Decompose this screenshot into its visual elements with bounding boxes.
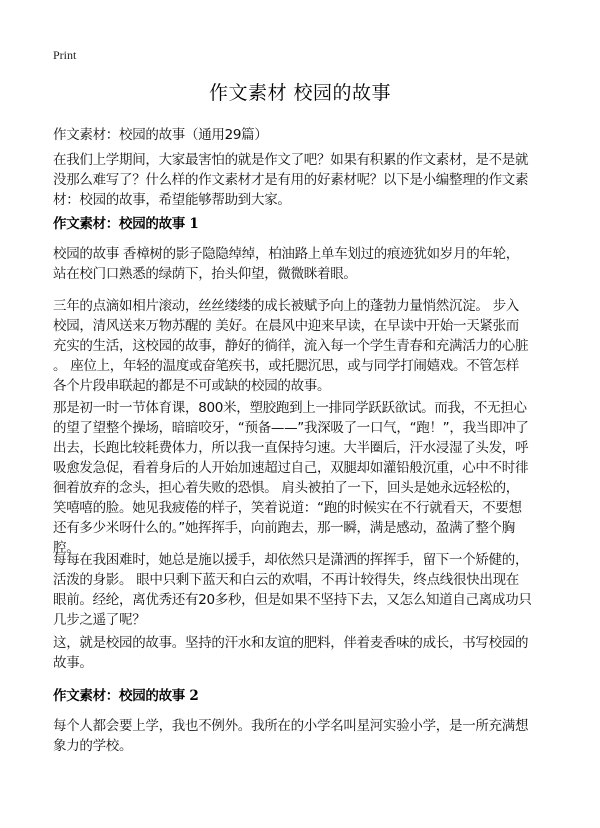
document-subtitle: 作文素材：校园的故事（通用29篇）	[53, 127, 268, 143]
text-line: 眼前。经纶，离优秀还有20多秒，但是如果不坚持下去，又怎么知道自己离成功只	[53, 592, 532, 608]
page-title: 作文素材 校园的故事	[208, 82, 392, 104]
print-link[interactable]: Print	[53, 48, 77, 62]
text-line: 没那么难写了？什么样的作文素材才是有用的好素材呢？以下是小编整理的作文素	[53, 172, 529, 188]
text-line: 站在校门口熟悉的绿荫下，抬头仰望，微微眯着眼。	[53, 266, 357, 282]
text-line: 还有多少米呀什么的。”她挥挥手，向前跑去，那一瞬，满是感动，盈满了整个胸	[53, 520, 515, 536]
section-1-paragraph-5	[53, 633, 573, 673]
section-1-paragraph-3	[53, 398, 573, 558]
text-line: 各个片段串联起的都是不可或缺的校园的故事。	[53, 378, 331, 394]
text-line: 每每在我困难时，她总是施以援手，却依然只是潇洒的挥挥手，留下一个矫健的，	[53, 552, 529, 568]
text-line: 校园的故事 香樟树的影子隐隐绰绰，柏油路上单车划过的痕迹犹如岁月的年轮，	[53, 246, 519, 262]
section-1-paragraph-2	[53, 296, 573, 396]
text-line: 徊着放弃的念头，担心着失败的恐惧。 肩头被拍了一下，回头是她永远轻松的，	[53, 480, 519, 496]
text-line: 材：校园的故事，希望能够帮助到大家。	[53, 192, 291, 208]
section-heading-2: 作文素材：校园的故事 2	[53, 688, 199, 704]
section-1-paragraph-4	[53, 550, 573, 630]
text-line: 校园，清风送来万物苏醒的 美好。在晨风中迎来早读，在早读中开始一天紧张而	[53, 318, 519, 334]
text-line: 出去，长跑比较耗费体力，所以我一直保持匀速。大半圈后，汗水浸湿了头发，呼	[53, 440, 529, 456]
section-1-paragraph-1	[53, 244, 573, 284]
text-line: 笑嘻嘻的脸。她见我疲倦的样子，笑着说道：“跑的时候实在不行就看天，不要想	[53, 500, 522, 516]
section-heading-1: 作文素材：校园的故事 1	[53, 216, 199, 232]
text-line: 三年的点滴如相片滚动，丝丝缕缕的成长被赋予向上的蓬勃力量悄然沉淀。 步入	[53, 298, 519, 314]
text-line: 每个人都会要上学，我也不例外。我所在的小学名叫星河实验小学，是一所充满想	[53, 718, 529, 734]
text-line: 充实的生活，这校园的故事，静好的徜徉，流入每一个学生青春和充满活力的心脏	[53, 338, 529, 354]
text-line: 活泼的身影。 眼中只剩下蓝天和白云的欢唱，不再计较得失，终点线很快出现在	[53, 572, 519, 588]
text-line: 故事。	[53, 655, 93, 671]
text-line: 这，就是校园的故事。坚持的汗水和友谊的肥料，伴着麦香味的成长，书写校园的	[53, 635, 529, 651]
section-2-paragraph-1	[53, 716, 573, 756]
intro-paragraph	[53, 150, 573, 210]
text-line: 腔。	[53, 540, 80, 556]
text-line: 那是初一时一节体育课，800米，塑胶跑到上一排同学跃跃欲试。而我，不无担心	[53, 400, 527, 416]
text-line: 的望了望整个操场，暗暗咬牙，“预备——”我深吸了一口气，“跑！”，我当即冲了	[53, 420, 529, 436]
text-line: 象力的学校。	[53, 738, 133, 754]
text-line: 几步之遥了呢？	[53, 612, 146, 628]
text-line: 在我们上学期间，大家最害怕的就是作文了吧？如果有积累的作文素材，是不是就	[53, 152, 529, 168]
text-line: 。 座位上，年轻的温度或奋笔疾书，或托腮沉思，或与同学打闹嬉戏。不管怎样	[53, 358, 519, 374]
text-line: 吸愈发急促，看着身后的人开始加速超过自己，双腿却如灌铅般沉重，心中不时徘	[53, 460, 529, 476]
